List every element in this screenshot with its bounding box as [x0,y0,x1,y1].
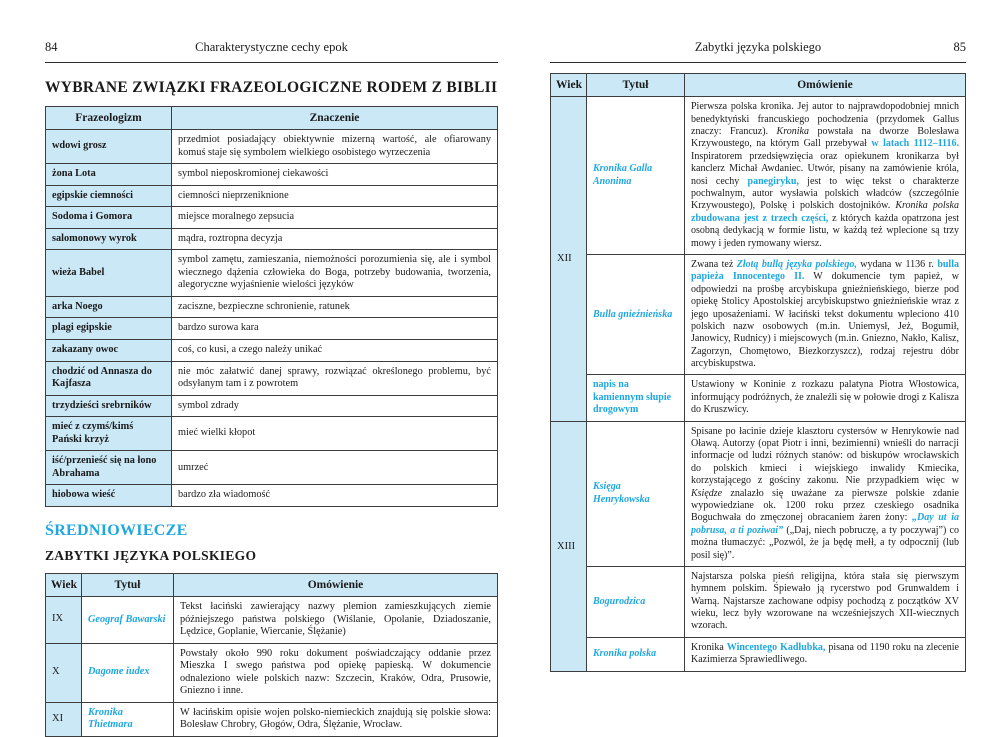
table-row [46,228,498,250]
phraseology-table [45,106,498,507]
century-cell: XII [551,97,587,421]
title-cell: napis na kamiennym słupie drogowym [587,375,685,421]
term-cell: arka Noego [46,296,172,318]
description-cell: Tekst łaciński zawierający nazwy plemion zamieszkujących ziemie późniejszego państwa polskiego (Wiślanie, Opolanie, Dziadoszanie, Lędzice, Goplanie, Wiercanie, Ślężanie) [174,596,498,643]
term-cell: chodzić od Annasza do Kajfasza [46,361,172,395]
header-rule [550,62,966,63]
table-row [551,566,966,637]
section-title: WYBRANE ZWIĄZKI FRAZEOLOGICZNE RODEM Z BIBLII [45,79,498,96]
title-cell: Dagome iudex [82,643,174,702]
table-row [551,97,966,255]
column-header-znaczenie: Znaczenie [172,107,498,130]
meaning-cell: umrzeć [172,451,498,485]
description-cell: Ustawiony w Koninie z rozkazu palatyna Piotra Włostowica, informujący podróżnych, że znaleźli się w połowie drogi z Kalisza do Kruszwicy. [685,375,966,421]
table-row [46,596,498,643]
table-row [46,451,498,485]
title-cell: Kronika Galla Anonima [587,97,685,255]
table-row [46,164,498,186]
term-cell: zakazany owoc [46,340,172,362]
title-cell: Kronika Thietmara [82,702,174,736]
description-cell: Spisane po łacinie dzieje klasztoru cystersów w Henrykowie nad Oławą. Autorzy (opat Piotr i inni, bezimienni) wnieśli do narracji informacje od ludzi różnych stanów: od biskupów wrocławskich do polskich kmieci i wiejskiego inwalidy Kmiecika, korzystającego z gościny zakonu. Nie przypadkiem więc w Księdze znalazło się uważane za pierwsze polskie zdanie wypowiedziane ok. 1200 roku przez czeskiego osadnika Boguchwała do zmęczonej obracaniem żaren żony: „Day ut ia pobrusa, a ti poziwai” („Daj, niech pobruczę, a ty poczywaj”) co można tłumaczyć: „Pozwól, że ja będę mełł, a ty odpocznij (lub posil się)”. [685,421,966,566]
century-cell: X [46,643,82,702]
page-right [550,40,966,672]
epoch-title: ŚREDNIOWIECZE [45,521,188,539]
description-cell: W łacińskim opisie wojen polsko-niemieckich znajdują się polskie słowa: Bolesław Chrobry, Głogów, Odra, Ślężanie, Wrocław. [174,702,498,736]
monuments-table-left [45,573,498,737]
table-row [551,254,966,375]
term-cell: żona Lota [46,164,172,186]
title-cell: Bogurodzica [587,566,685,637]
century-cell: XI [46,702,82,736]
table-row [551,637,966,671]
title-cell: Bulla gnieźnieńska [587,254,685,375]
section-subtitle: ZABYTKI JĘZYKA POLSKIEGO [45,547,257,563]
table-row [46,643,498,702]
term-cell: hiobowa wieść [46,485,172,507]
term-cell: wieża Babel [46,250,172,297]
table-row [46,185,498,207]
table-row [46,395,498,417]
table-row [46,296,498,318]
description-cell: Zwana też Złotą bullą języka polskiego, wydana w 1136 r. bulla papieża Innocentego II. W dokumencie tym papież, w odpowiedzi na prośbę arcybiskupa gnieźnieńskiego, bierze pod opiekę Stolicy Apostolskiej arcybiskupstwo gnieźnieńskie wraz z jego uposażeniami. W łaciński tekst dokumentu wpleciono 410 polskich nazw osobowych (m.in. Uniemysł, Jeż, Bogumił, Janowicy, Rudnicy) i miejscowych (m.in. Gniezno, Nakło, Kalisz, Zagorzyn, Chomętowo, Biezkorzyszcz), rodzaj rejestru dóbr arcybiskupstwa. [685,254,966,375]
term-cell: wdowi grosz [46,130,172,164]
column-header-tytul: Tytuł [587,74,685,97]
page-number: 84 [45,40,58,54]
column-header-frazeologizm: Frazeologizm [46,107,172,130]
meaning-cell: nie móc załatwić danej sprawy, rozwiązać określonego problemu, być odsyłanym tam i z powrotem [172,361,498,395]
meaning-cell: symbol zamętu, zamieszania, niemożności porozumienia się, ale i symbol wiecznego dążenia człowieka do Boga, potrzeby budowania, tworzenia, alegoryczne wyjaśnienie wielości języków [172,250,498,297]
title-cell: Kronika polska [587,637,685,671]
description-cell: Kronika Wincentego Kadłubka, pisana od 1190 roku na zlecenie Kazimierza Sprawiedliwego. [685,637,966,671]
running-head: Zabytki języka polskiego [694,40,822,54]
header-rule [45,62,498,63]
meaning-cell: bardzo zła wiadomość [172,485,498,507]
title-cell: Geograf Bawarski [82,596,174,643]
term-cell: mieć z czymś/kimś Pański krzyż [46,417,172,451]
term-cell: trzydzieści srebrników [46,395,172,417]
table-row [46,361,498,395]
page-left [45,40,498,737]
table-row [46,417,498,451]
description-cell: Pierwsza polska kronika. Jej autor to najprawdopodobniej mnich benedyktyński francuskiego pochodzenia (przydomek Gallus znaczy: Francuz). Kronika powstała na dworze Bolesława Krzywoustego, na którym Gall przebywał w latach 1112–1116. Inspiratorem przedsięwzięcia oraz opiekunem kronikarza był kanclerz Michał Awdaniec. Utwór, pisany na zamówienie króla, nosi cechy panegiryku, jest to więc tekst o charakterze pochwalnym, autor wysławia polskich władców (szczególnie Krzywoustego), Polskę i polskich dostojników. Kronika polska zbudowana jest z trzech części, z których każda opatrzona jest osobną dedykacją w formie listu, w każdą też wplecione są trzy mowy i jeden rymowany wiersz. [685,97,966,255]
column-header-omowienie: Omówienie [685,74,966,97]
page-number: 85 [953,40,966,54]
table-row [46,207,498,229]
column-header-tytul: Tytuł [82,573,174,596]
monuments-table-right [550,73,966,672]
description-cell: Powstały około 990 roku dokument poświadczający oddanie przez Mieszka I swego państwa pod opiekę papieską. W dokumencie odnaleziono wiele polskich nazw: Szczecin, Kraków, Odra, Prusowie, Gniezno i inne. [174,643,498,702]
column-header-wiek: Wiek [551,74,587,97]
column-header-omowienie: Omówienie [174,573,498,596]
table-header-row [551,74,966,97]
term-cell: salomonowy wyrok [46,228,172,250]
running-head: Charakterystyczne cechy epok [195,40,348,54]
table-row [46,340,498,362]
meaning-cell: zaciszne, bezpieczne schronienie, ratunek [172,296,498,318]
table-header-row [46,107,498,130]
meaning-cell: mądra, roztropna decyzja [172,228,498,250]
table-row [46,318,498,340]
meaning-cell: ciemności nieprzeniknione [172,185,498,207]
table-row [551,421,966,566]
meaning-cell: przedmiot posiadający obiektywnie mizerną wartość, ale ofiarowany komuś staje się symbolem wielkiego osobistego wyrzeczenia [172,130,498,164]
meaning-cell: miejsce moralnego zepsucia [172,207,498,229]
table-header-row [46,573,498,596]
meaning-cell: bardzo surowa kara [172,318,498,340]
description-cell: Najstarsza polska pieśń religijna, która stała się pierwszym hymnem polskim. Śpiewało ją rycerstwo pod Grunwaldem i Warną. Najstarsze zachowane odpisy pochodzą z początków XV wieku, lecz były wzorowane na wcześniejszych XII-wiecznych wzorach. [685,566,966,637]
term-cell: Sodoma i Gomora [46,207,172,229]
century-cell: XIII [551,421,587,671]
title-cell: Księga Henrykowska [587,421,685,566]
column-header-wiek: Wiek [46,573,82,596]
table-row [46,250,498,297]
page-header [45,40,498,55]
table-row [46,702,498,736]
term-cell: iść/przenieść się na łono Abrahama [46,451,172,485]
meaning-cell: mieć wielki kłopot [172,417,498,451]
meaning-cell: symbol nieposkromionej ciekawości [172,164,498,186]
table-row [551,375,966,421]
term-cell: egipskie ciemności [46,185,172,207]
table-row [46,130,498,164]
page-header [550,40,966,55]
meaning-cell: coś, co kusi, a czego należy unikać [172,340,498,362]
table-row [46,485,498,507]
meaning-cell: symbol zdrady [172,395,498,417]
century-cell: IX [46,596,82,643]
term-cell: plagi egipskie [46,318,172,340]
